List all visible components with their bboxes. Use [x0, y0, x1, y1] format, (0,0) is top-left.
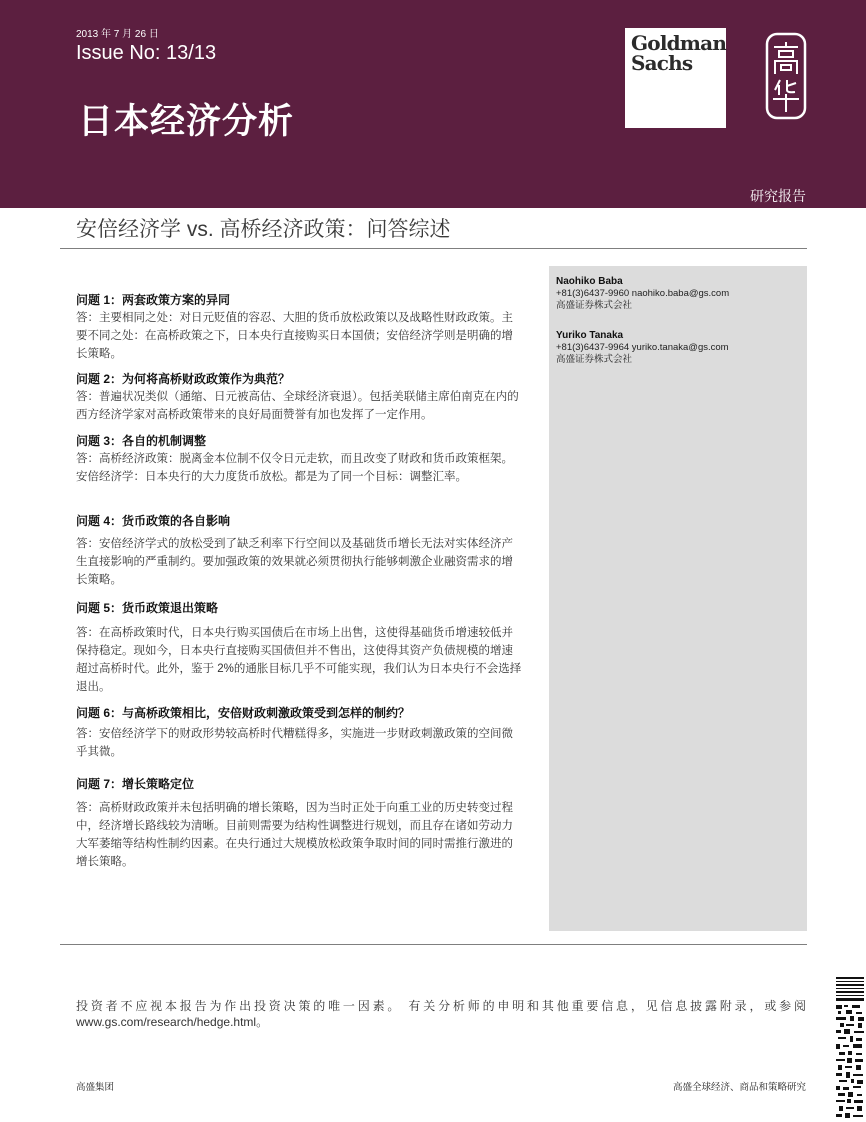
gao-hua-seal-logo [765, 32, 807, 120]
logo-wordmark: Goldman Sachs [631, 31, 727, 75]
analyst-name: Naohiko Baba [556, 276, 623, 287]
question-heading: 问题 1：两套政策方案的异同 [76, 293, 231, 307]
question-heading: 问题 4：货币政策的各自影响 [76, 514, 231, 528]
answer-text: 答：高桥经济政策：脱离金本位制不仅令日元走软，而且改变了财政和货币政策框架。安倍经济学：日本央行的大力度货币放松。都是为了同一个目标：调整汇率。 [76, 453, 513, 483]
content-divider [60, 944, 807, 945]
analyst-firm: 高盛证券株式会社 [556, 300, 633, 311]
footer-company: 高盛集团 [76, 1082, 115, 1093]
disclaimer-link[interactable]: www.gs.com/research/hedge.html。 [76, 1015, 269, 1029]
analyst-block [556, 329, 801, 366]
analyst-sidebar [549, 266, 807, 931]
answer-text: 答：安倍经济学式的放松受到了缺乏利率下行空间以及基础货币增长无法对实体经济产生直接影响的严重制约。要加强政策的效果就必须贯彻执行能够刺激企业融资需求的增长策略。 [76, 538, 513, 586]
question-heading: 问题 3：各自的机制调整 [76, 434, 207, 448]
analyst-contact: +81(3)6437-9964 yuriko.tanaka@gs.com [556, 342, 729, 353]
question-heading: 问题 6：与高桥政策相比，安倍财政刺激政策受到怎样的制约？ [76, 706, 411, 720]
answer-text: 答：普遍状况类似（通缩、日元被高估、全球经济衰退）。包括美联储主席伯南克在内的西方经济学家对高桥政策带来的良好局面赞誉有加也发挥了一定作用。 [76, 391, 519, 421]
issue-number: Issue No: 13/13 [76, 42, 217, 64]
report-date: 2013 年 7 月 26 日 [76, 29, 159, 40]
report-type-label: 研究报告 [750, 188, 806, 204]
analyst-firm: 高盛证券株式会社 [556, 354, 633, 365]
analyst-name: Yuriko Tanaka [556, 330, 624, 341]
answer-text: 答：主要相同之处：对日元贬值的容忍、大胆的货币放松政策以及战略性财政政策。主要不同之处：在高桥政策之下，日本央行直接购买日本国债；安倍经济学则是明确的增长策略。 [76, 312, 513, 360]
goldman-sachs-logo [625, 28, 726, 128]
disclaimer-text: 投资者不应视本报告为作出投资决策的唯一因素。 有关分析师的申明和其他重要信息，见信息披露附录，或参阅 [76, 999, 806, 1013]
qa-item [76, 600, 524, 696]
headline-divider [60, 248, 807, 249]
qa-item [76, 371, 524, 424]
analyst-contact: +81(3)6437-9960 naohiko.baba@gs.com [556, 288, 730, 299]
question-heading: 问题 2：为何将高桥财政政策作为典范？ [76, 372, 291, 386]
question-heading: 问题 7：增长策略定位 [76, 777, 195, 791]
publication-title: 日本经济分析 [78, 102, 295, 142]
header-band [0, 0, 866, 208]
footer-department: 高盛全球经济、商品和策略研究 [672, 1082, 806, 1093]
analyst-block [556, 275, 801, 312]
qa-item [76, 513, 524, 589]
answer-text: 答：高桥财政政策并未包括明确的增长策略，因为当时正处于向重工业的历史转变过程中，经济增长路线较为清晰。目前则需要为结构性调整进行规划，而且存在诸如劳动力大军萎缩等结构性制约因素。在央行通过大规模放松政策争取时间的同时需推行激进的增长策略。 [76, 802, 513, 868]
qa-item [76, 705, 524, 761]
report-headline: 安倍经济学 vs. 高桥经济政策：问答综述 [76, 218, 451, 241]
question-heading: 问题 5：货币政策退出策略 [76, 601, 219, 615]
qa-item [76, 433, 524, 486]
disclaimer [76, 998, 806, 1030]
qa-item [76, 292, 524, 363]
answer-text: 答：在高桥政策时代，日本央行购买国债后在市场上出售，这使得基础货币增速较低并保持稳定。现如今，日本央行直接购买国债但并不售出，这使得其资产负债规模的增速超过高桥时代。此外，鉴于 2%的通胀目标几乎不可能实现，我们认为日本央行不会选择退出。 [76, 627, 522, 693]
answer-text: 答：安倍经济学下的财政形势较高桥时代糟糕得多，实施进一步财政刺激政策的空间微乎其微。 [76, 728, 513, 758]
qa-item [76, 776, 524, 871]
qr-code-icon [834, 975, 866, 1122]
